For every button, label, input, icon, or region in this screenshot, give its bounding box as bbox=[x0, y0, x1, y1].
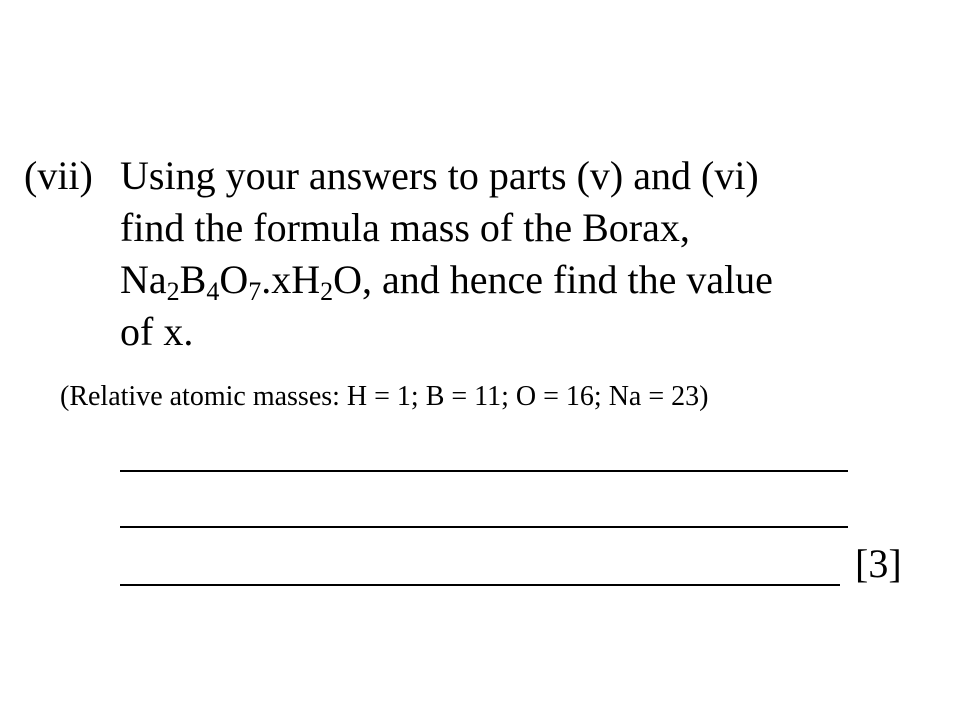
formula-h-subscript: 2 bbox=[320, 277, 334, 306]
formula-b: B bbox=[179, 257, 207, 302]
question-line-4: of x. bbox=[120, 309, 194, 354]
relative-atomic-masses-note: (Relative atomic masses: H = 1; B = 11; O = 16; Na = 23) bbox=[60, 381, 709, 412]
question-number: (vii) bbox=[24, 153, 93, 198]
formula-na: Na bbox=[120, 257, 167, 302]
formula-o-water: O bbox=[333, 257, 362, 302]
answer-line[interactable] bbox=[120, 470, 848, 472]
formula-o: O bbox=[219, 257, 249, 302]
question-line-2: find the formula mass of the Borax, bbox=[120, 205, 690, 250]
formula-na-subscript: 2 bbox=[166, 277, 180, 306]
question-line-1: Using your answers to parts (v) and (vi) bbox=[120, 153, 759, 198]
question-text bbox=[120, 150, 920, 358]
answer-line[interactable] bbox=[120, 584, 840, 586]
question-line-3-formula bbox=[120, 254, 920, 306]
formula-xh: .xH bbox=[261, 257, 321, 302]
marks-label: [3] bbox=[855, 541, 902, 586]
formula-b-subscript: 4 bbox=[206, 277, 220, 306]
formula-o-subscript: 7 bbox=[248, 277, 262, 306]
answer-line[interactable] bbox=[120, 526, 848, 528]
formula-rest: , and hence find the value bbox=[362, 257, 773, 302]
